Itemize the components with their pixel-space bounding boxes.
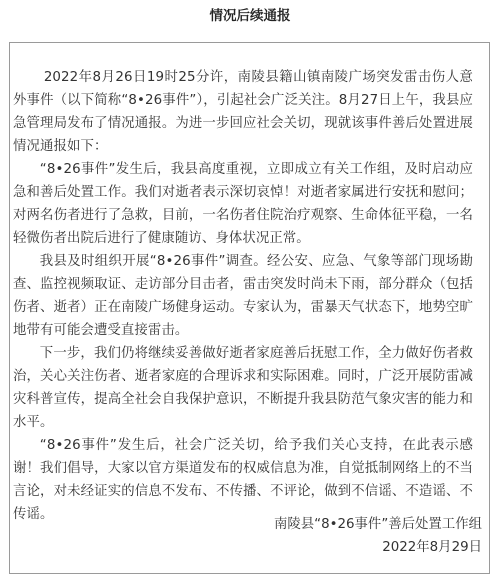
paragraph-next-steps: 下一步，我们仍将继续妥善做好逝者家庭善后抚慰工作，全力做好伤者救治，关心关注伤者、逝者家庭的合理诉求和实际困难。同时，广泛开展防雷减灾科普宣传，提高全社会自我保护意识，不断提升我县防范气象灾害的能力和水平。 bbox=[13, 346, 473, 430]
notice-body bbox=[13, 66, 473, 526]
signature-block bbox=[274, 513, 482, 559]
document-title: 情况后续通报 bbox=[209, 8, 291, 24]
paragraph-intro: 2022年8月26日19时25分许，南陵县籍山镇南陵广场突发雷击伤人意外事件（以下简称“8•26事件”），引起社会广泛关注。8月27日上午，我县应急管理局发布了情况通报。为进一步回应社会关切，现就该事件善后处置进展情况通报如下： bbox=[13, 70, 473, 154]
paragraph-investigation: 我县及时组织开展“8•26事件”调查。经公安、应急、气象等部门现场勘查、监控视频取证、走访部分目击者，雷击突发时尚未下雨，部分群众（包括伤者、逝者）正在南陵广场健身运动。专家认为，雷暴天气状态下，地势空旷地带有可能会遭受直接雷击。 bbox=[13, 254, 473, 338]
paragraph-appeal: “8•26事件”发生后，社会广泛关切，给予我们关心支持，在此表示感谢！我们倡导，大家以官方渠道发布的权威信息为准，自觉抵制网络上的不当言论，对未经证实的信息不发布、不传播、不评论，做到不信谣、不造谣、不传谣。 bbox=[13, 438, 473, 522]
signature-organization: 南陵县“8•26事件”善后处置工作组 bbox=[273, 517, 482, 532]
paragraph-response: “8•26事件”发生后，我县高度重视，立即成立有关工作组，及时启动应急和善后处置工作。我们对逝者表示深切哀悼！对逝者家属进行安抚和慰问；对两名伤者进行了急救，目前，一名伤者住院治疗观察、生命体征平稳，一名轻微伤者出院后进行了健康随访、身体状况正常。 bbox=[13, 162, 473, 246]
signature-date: 2022年8月29日 bbox=[382, 540, 482, 555]
